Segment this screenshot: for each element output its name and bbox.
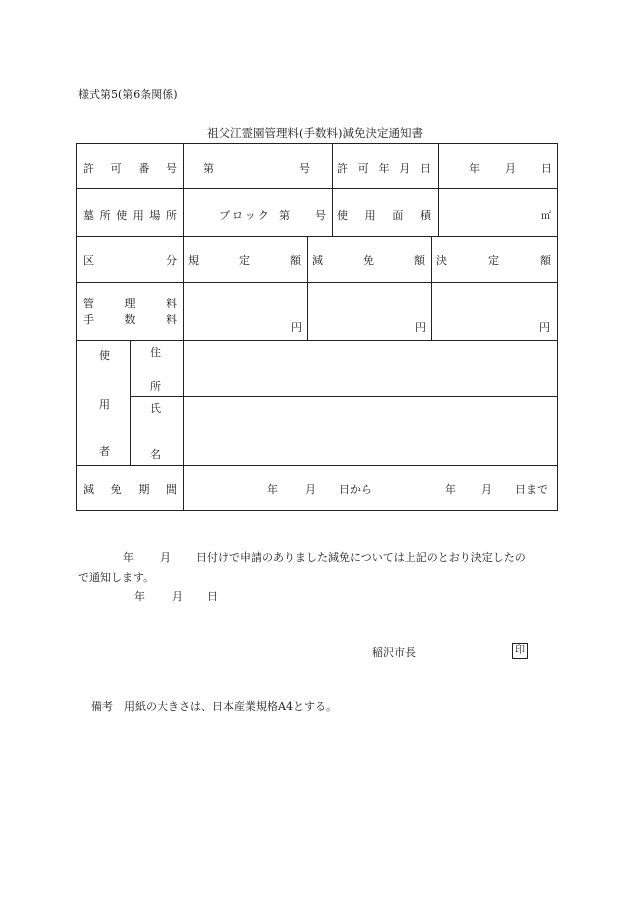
period-from-month: 月 — [305, 483, 316, 496]
user-label-char: 者 — [99, 445, 110, 458]
block-go: 号 — [315, 209, 326, 222]
notice-text-line2: で通知します。 — [78, 571, 155, 584]
period-to-month: 月 — [481, 483, 492, 496]
row-divider — [130, 396, 557, 397]
notice-table — [76, 143, 558, 511]
period-from-year: 年 — [267, 483, 278, 496]
column-divider — [332, 144, 333, 236]
fee-label-line1: 管 理 料 — [83, 297, 177, 310]
permit-date-day: 日 — [541, 162, 552, 175]
permit-date-year: 年 — [469, 162, 480, 175]
period-label: 減 免 期 間 — [83, 483, 177, 496]
final-amount-header: 決 定 額 — [436, 254, 551, 267]
user-label-char: 用 — [99, 398, 110, 411]
name-label-char: 氏 — [150, 402, 161, 415]
remark-label: 備考 — [91, 700, 113, 713]
column-divider — [183, 144, 184, 510]
regular-amount-yen: 円 — [291, 321, 302, 334]
column-divider — [307, 236, 308, 340]
grave-location-label: 墓 所 使 用 場 所 — [83, 209, 177, 222]
notice-year: 年 — [123, 551, 134, 564]
address-label-char: 住 — [150, 346, 161, 359]
category-label: 区 分 — [83, 254, 177, 267]
final-amount-yen: 円 — [539, 321, 550, 334]
remark-text: 用紙の大きさは、日本産業規格A4とする。 — [124, 700, 337, 713]
document-title: 祖父江霊園管理料(手数料)減免決定通知書 — [207, 126, 423, 140]
area-label: 使 用 面 積 — [337, 209, 431, 222]
reduction-amount-header: 減 免 額 — [312, 254, 425, 267]
reduction-amount-yen: 円 — [415, 321, 426, 334]
row-divider — [77, 188, 557, 189]
notice-month: 月 — [160, 551, 171, 564]
row-divider — [77, 465, 557, 466]
notice-date-day: 日 — [207, 590, 218, 603]
permit-number-go: 号 — [299, 162, 310, 175]
permit-number-dai: 第 — [203, 162, 214, 175]
regular-amount-header: 規 定 額 — [188, 254, 301, 267]
permit-date-month: 月 — [505, 162, 516, 175]
permit-date-label: 許 可 年 月 日 — [337, 162, 431, 175]
user-label-char: 使 — [99, 349, 110, 362]
row-divider — [77, 340, 557, 341]
notice-text-line1: 日付けで申請のありました減免については上記のとおり決定したの — [196, 551, 526, 564]
block-dai: 第 — [279, 209, 290, 222]
period-from-day: 日から — [339, 483, 372, 496]
column-divider — [130, 340, 131, 465]
permit-number-label: 許 可 番 号 — [83, 162, 177, 175]
area-unit: ㎡ — [541, 211, 551, 222]
period-to-day: 日まで — [515, 483, 548, 496]
row-divider — [77, 236, 557, 237]
column-divider — [431, 236, 432, 340]
seal-mark: 印 — [512, 643, 528, 659]
fee-label-line2: 手 数 料 — [83, 313, 177, 326]
name-label-char: 名 — [150, 448, 161, 461]
period-to-year: 年 — [445, 483, 456, 496]
row-divider — [77, 282, 557, 283]
notice-date-month: 月 — [172, 590, 183, 603]
block-label: ブロック — [219, 209, 271, 222]
column-divider — [438, 144, 439, 236]
mayor-title: 稲沢市長 — [372, 646, 416, 659]
address-label-char: 所 — [150, 380, 161, 393]
form-number-label: 様式第5(第6条関係) — [78, 88, 178, 101]
notice-date-year: 年 — [134, 590, 145, 603]
